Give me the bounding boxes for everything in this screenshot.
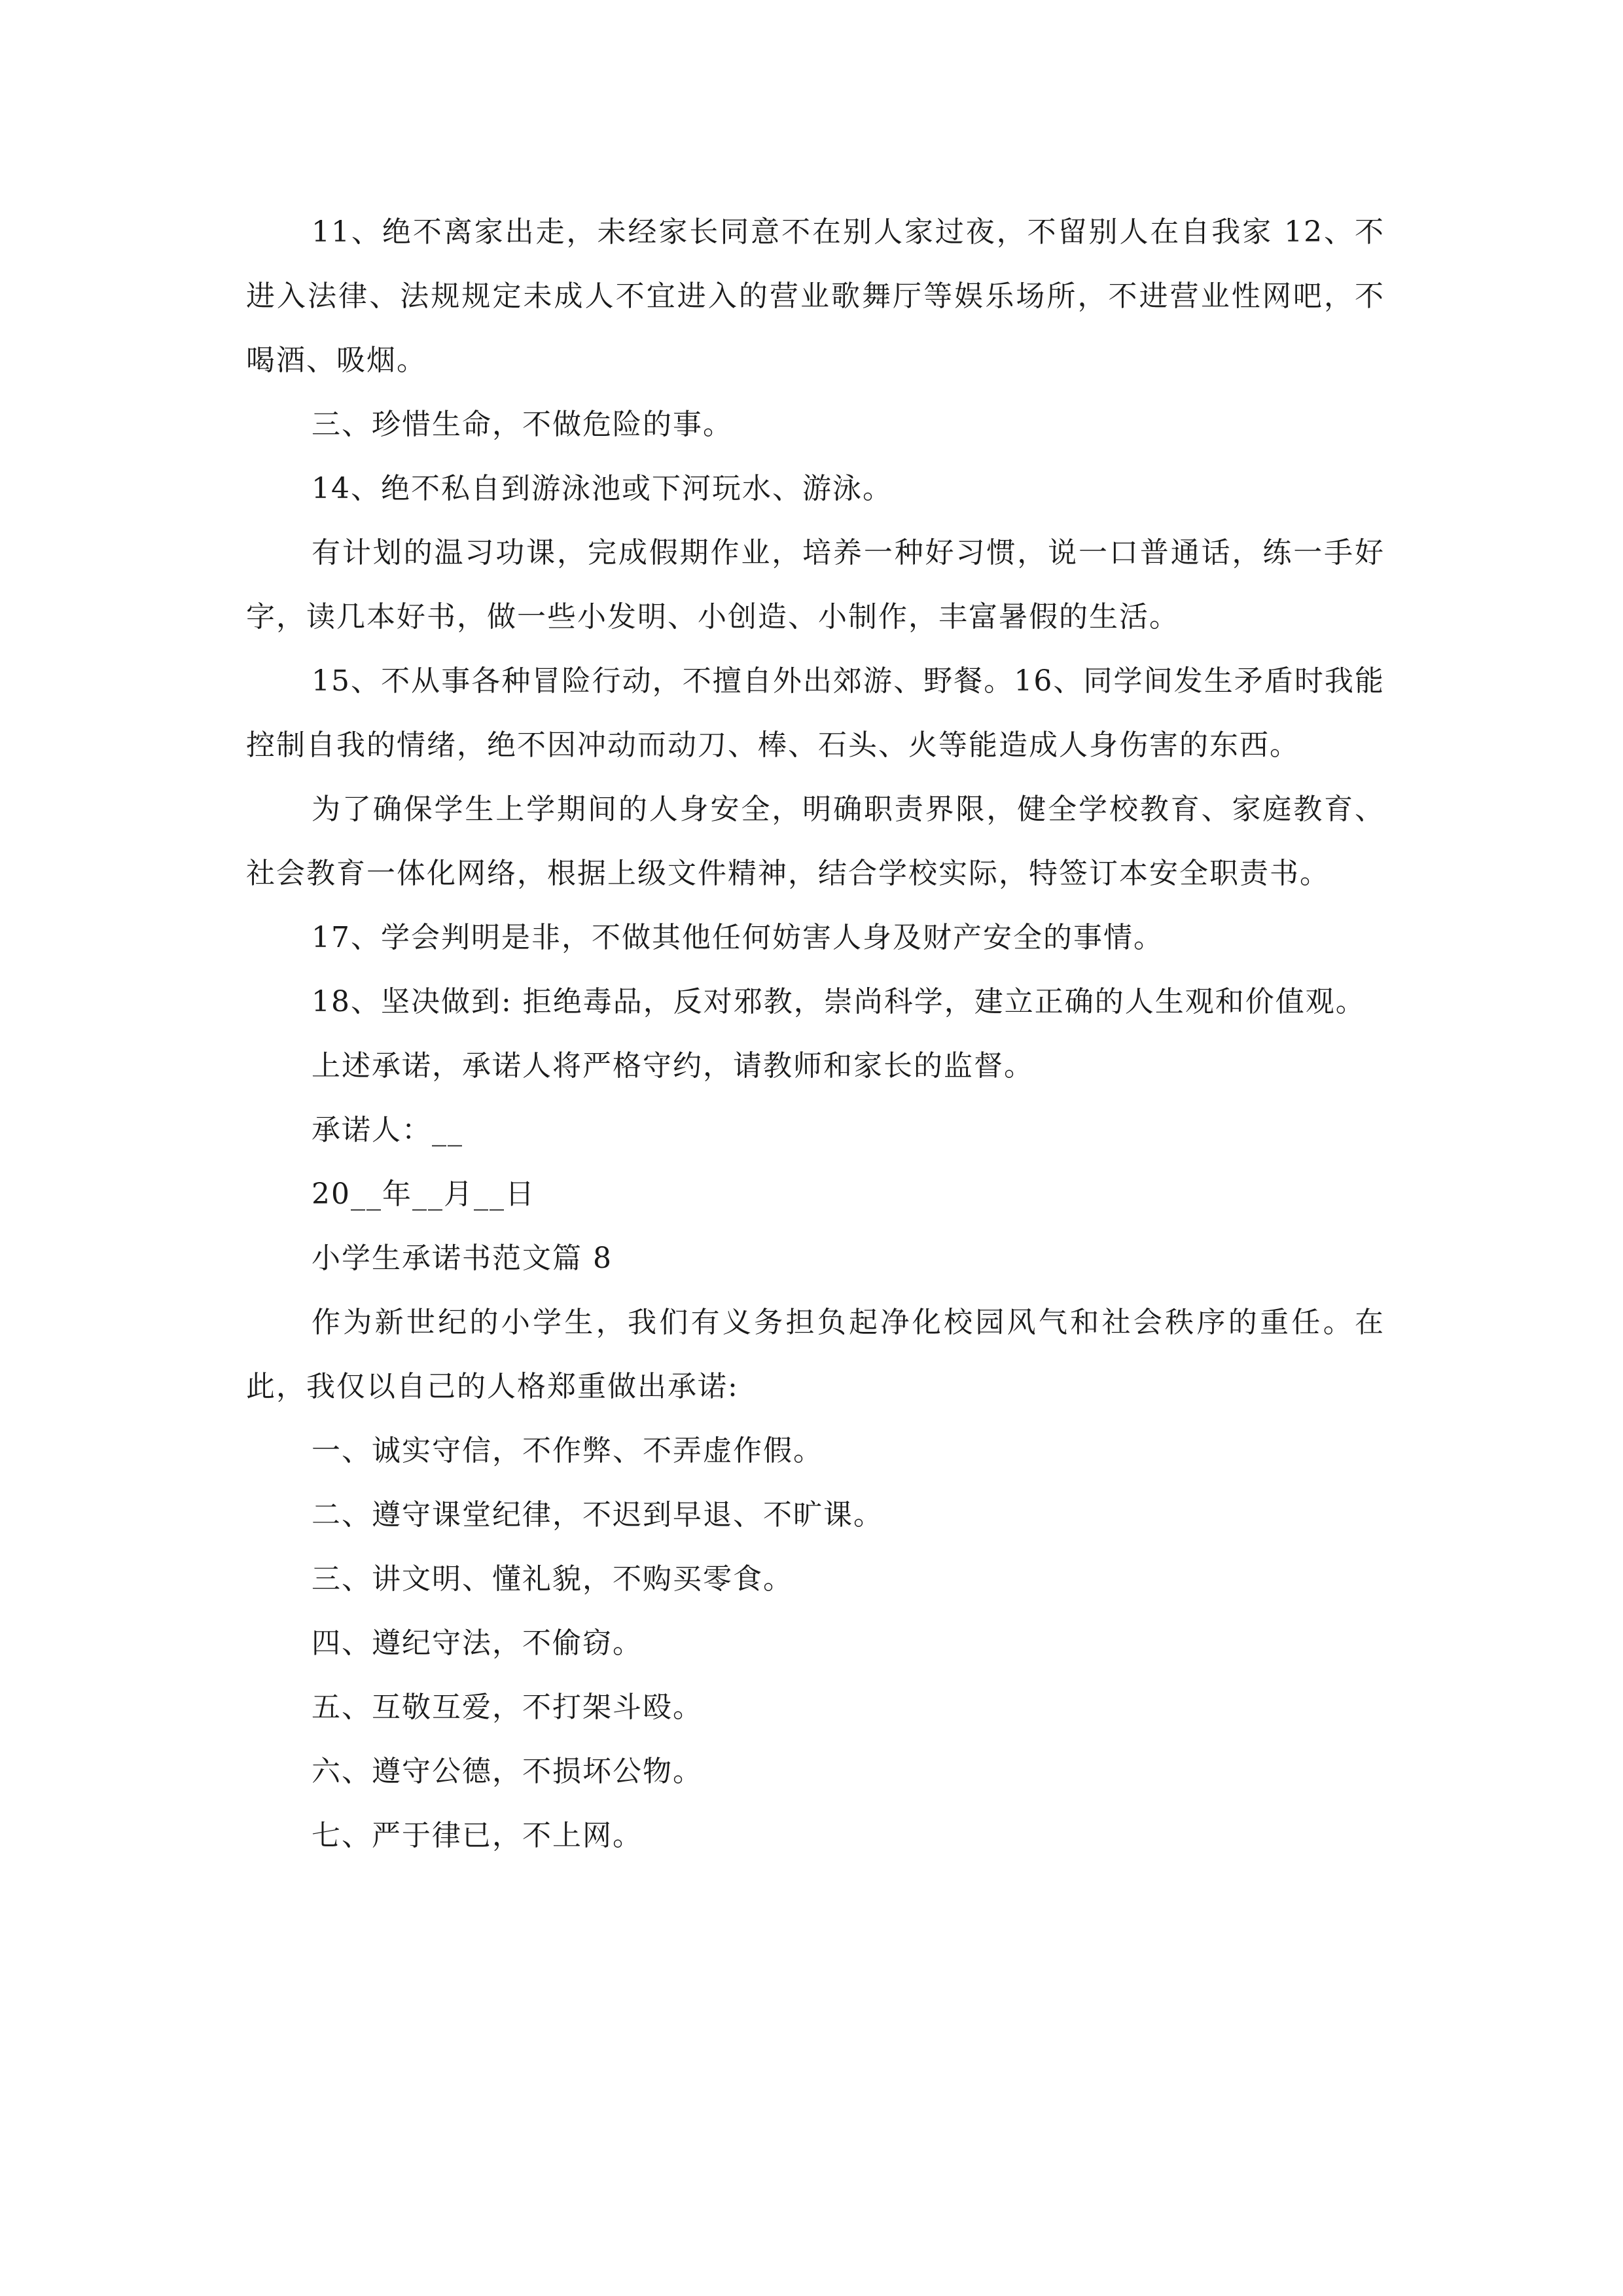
list-item-4: 四、遵纪守法，不偷窃。 [312,1626,643,1660]
signature-line: 承诺人：__ [312,1113,463,1147]
paragraph-rule-15-16: 15、不从事各种冒险行动，不擅自外出郊游、野餐。16、同学间发生矛盾时我能控制自我的情绪，绝不因冲动而动刀、棒、石头、火等能造成人身伤害的东西。 [246,664,1385,762]
list-item-2: 二、遵守课堂纪律，不迟到早退、不旷课。 [312,1498,883,1532]
list-item-3: 三、讲文明、懂礼貌，不购买零食。 [312,1562,793,1596]
paragraph-safety-purpose: 为了确保学生上学期间的人身安全，明确职责界限，健全学校教育、家庭教育、社会教育一体化网络，根据上级文件精神，结合学校实际，特签订本安全职责书。 [246,793,1385,890]
paragraph-rule-17: 17、学会判明是非，不做其他任何妨害人身及财产安全的事情。 [312,921,1164,954]
paragraph-rule-18: 18、坚决做到: 拒绝毒品，反对邪教，崇尚科学，建立正确的人生观和价值观。 [312,985,1366,1018]
section-heading: 小学生承诺书范文篇 8 [312,1242,613,1275]
list-item-1: 一、诚实守信，不作弊、不弄虚作假。 [312,1434,823,1467]
paragraph-section-3: 三、珍惜生命，不做危险的事。 [312,408,733,441]
list-item-7: 七、严于律已，不上网。 [312,1819,643,1852]
date-line: 20__年__月__日 [312,1177,535,1211]
paragraph-rule-14: 14、绝不私自到游泳池或下河玩水、游泳。 [312,472,893,505]
paragraph-intro: 作为新世纪的小学生，我们有义务担负起净化校园风气和社会秩序的重任。在此，我仅以自己的人格郑重做出承诺: [246,1306,1385,1403]
list-item-6: 六、遵守公德，不损坏公物。 [312,1755,703,1788]
document-body [246,200,1385,1868]
list-item-5: 五、互敬互爱，不打架斗殴。 [312,1691,703,1724]
paragraph-study-plan: 有计划的温习功课，完成假期作业，培养一种好习惯，说一口普通话，练一手好字，读几本好书，做一些小发明、小创造、小制作，丰富暑假的生活。 [246,536,1385,634]
paragraph-commitment-statement: 上述承诺，承诺人将严格守约，请教师和家长的监督。 [312,1049,1034,1083]
paragraph-rule-11-12: 11、绝不离家出走，未经家长同意不在别人家过夜，不留别人在自我家 12、不进入法律、法规规定未成人不宜进入的营业歌舞厅等娱乐场所，不进营业性网吧，不喝酒、吸烟。 [246,215,1385,377]
